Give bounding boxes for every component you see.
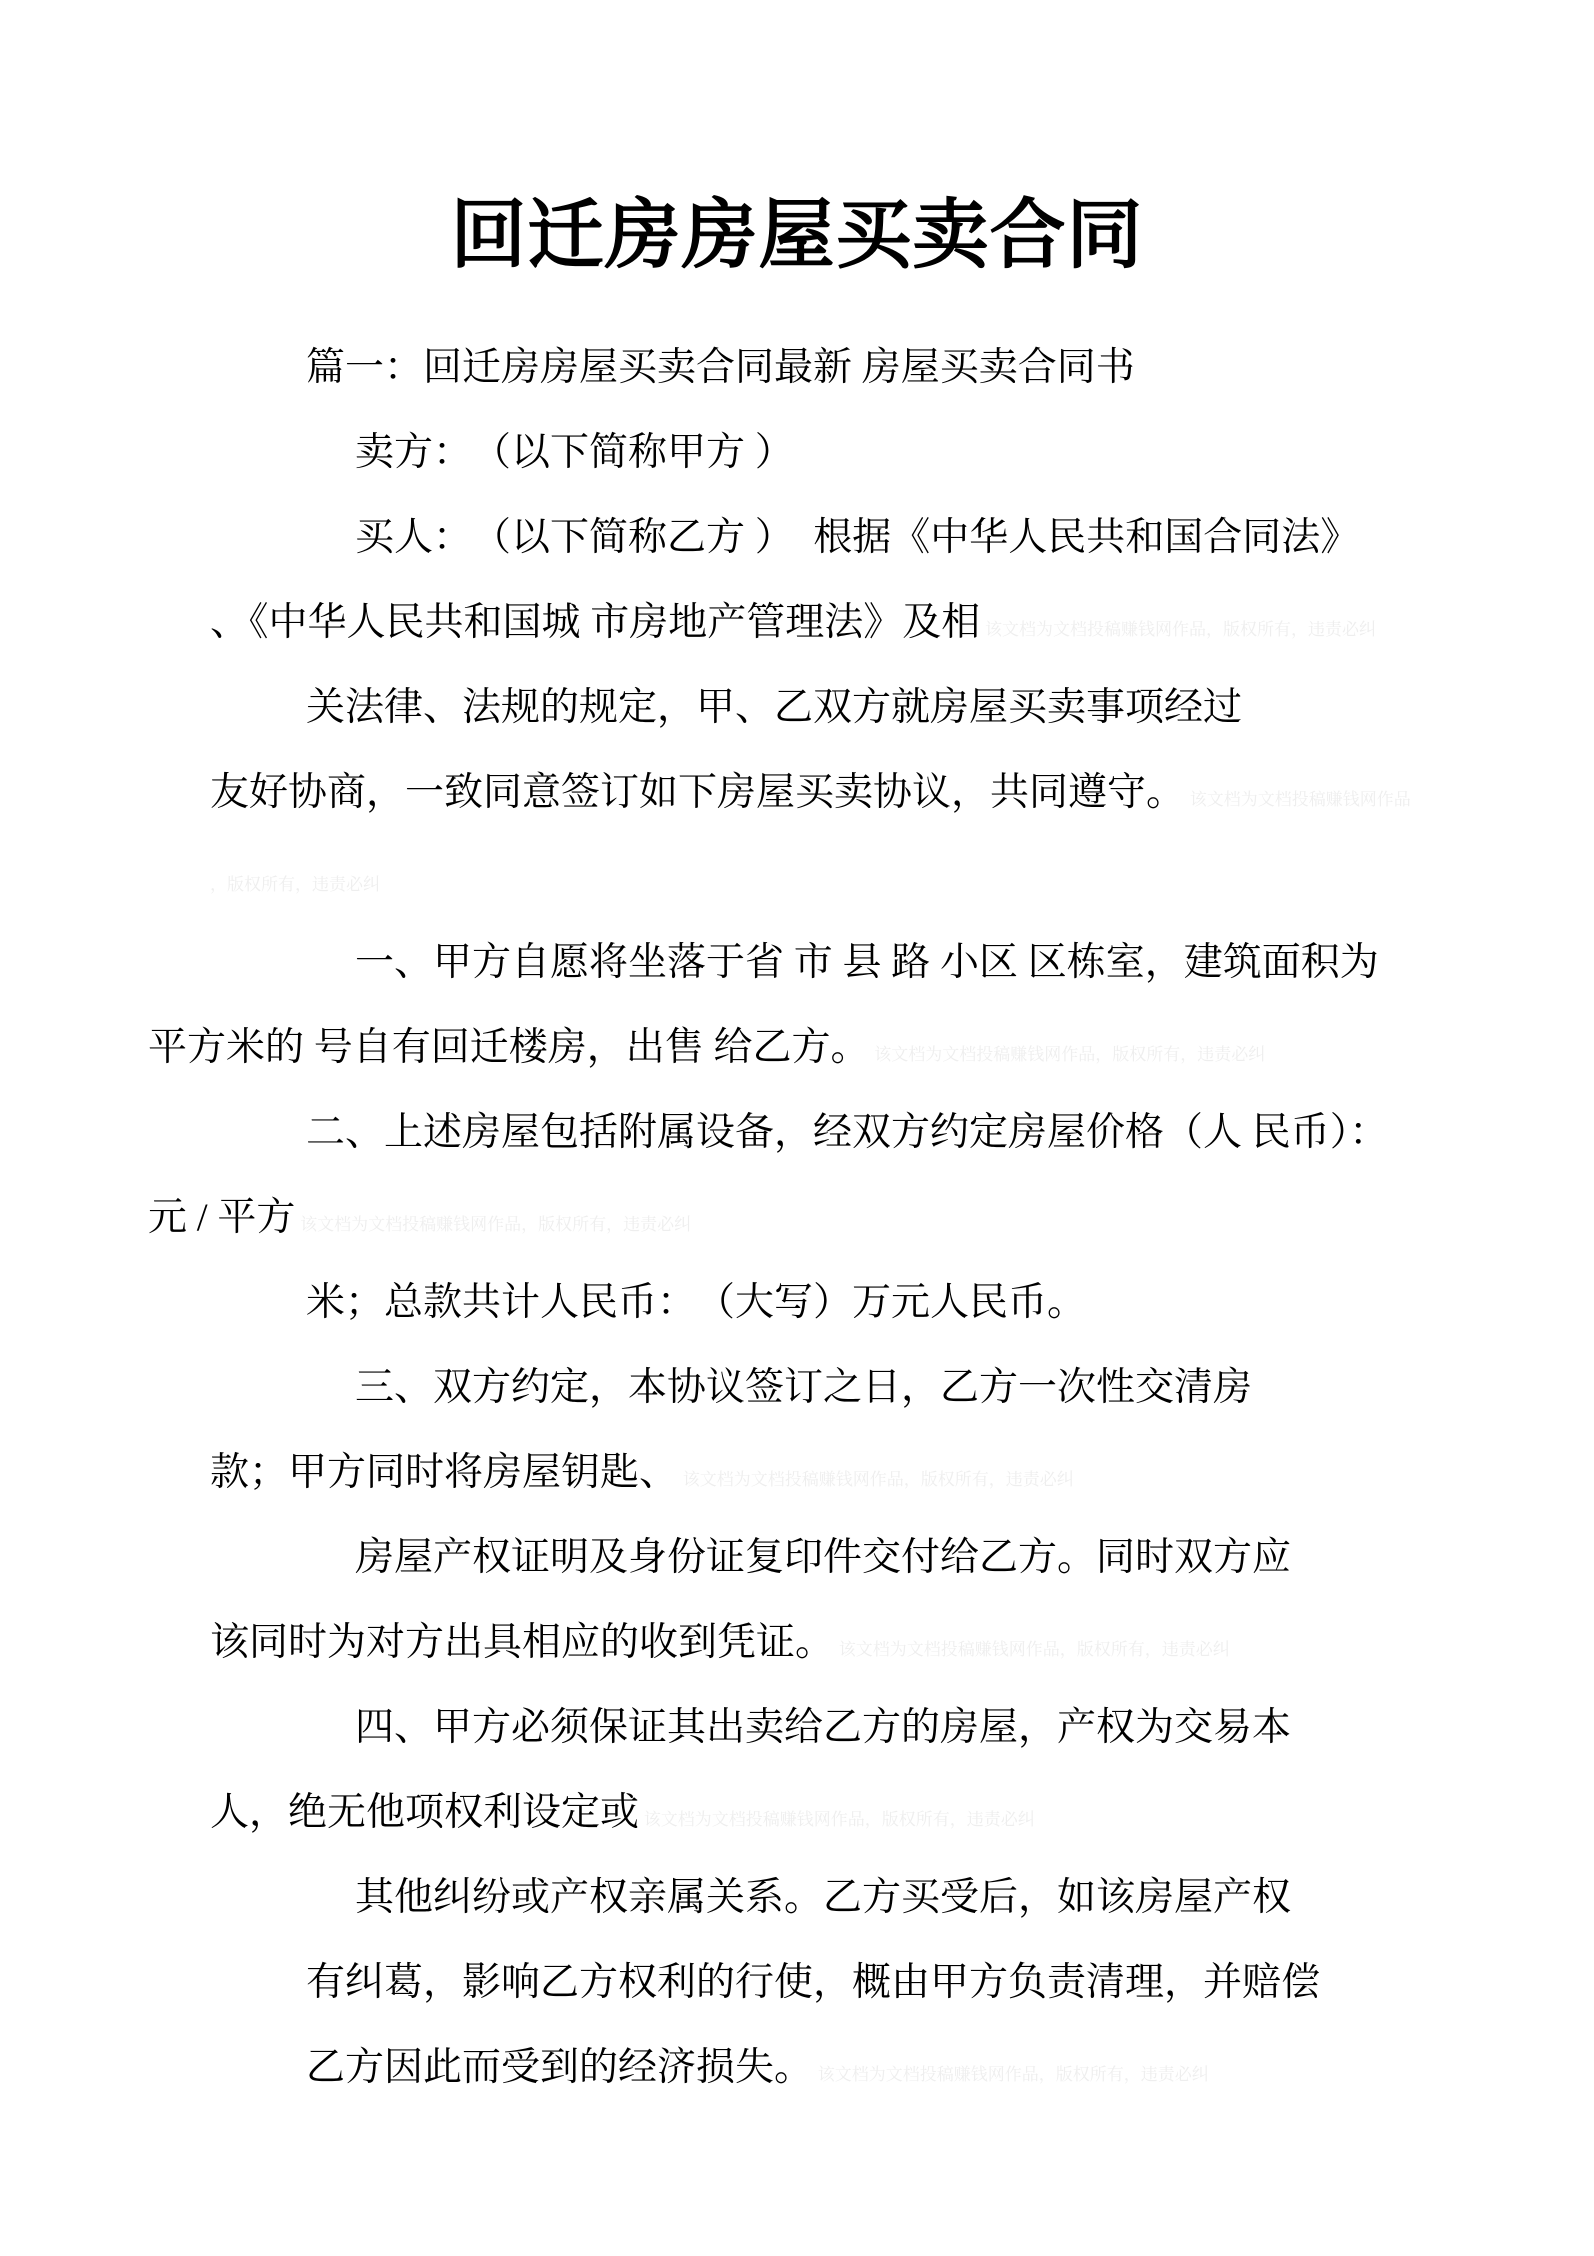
paragraph-line-text: 该同时为对方出具相应的收到凭证。: [210, 1621, 835, 1664]
watermark-text: 该文档为文档投稿赚钱网作品，版权所有，违责必纠: [295, 1215, 692, 1234]
paragraph-line-text: 其他纠纷或产权亲属关系。乙方买受后，如该房屋产权: [355, 1876, 1292, 1919]
paragraph-line: [148, 2025, 1446, 2110]
document-title: 回迁房房屋买卖合同: [450, 193, 1144, 278]
paragraph-line: [148, 835, 1446, 920]
paragraph-line: [148, 1770, 1446, 1855]
paragraph-line: [148, 1260, 1446, 1345]
watermark-text: 该文档为文档投稿赚钱网作品，版权所有，违责必纠: [980, 620, 1376, 639]
watermark-text: 该文档为文档投稿赚钱网作品，版权所有，违责必纠: [813, 2065, 1209, 2084]
paragraph-line: [148, 750, 1446, 835]
paragraph-line: [148, 665, 1446, 750]
paragraph-line-text: 房屋产权证明及身份证复印件交付给乙方。同时双方应: [355, 1536, 1292, 1579]
watermark-text: 该文档为文档投稿赚钱网作品，版权所有，违责必纠: [678, 1470, 1074, 1489]
paragraph-line-text: 买人： （以下简称乙方 ） 根据《中华人民共和国合同法》: [355, 516, 1360, 559]
watermark-text: 该文档为文档投稿赚钱网作品，版权所有，违责必纠: [869, 1045, 1266, 1064]
paragraph-line: [148, 1855, 1446, 1940]
paragraph-line-text: 三、双方约定，本协议签订之日，乙方一次性交清房: [355, 1366, 1253, 1409]
paragraph-line: [148, 1940, 1446, 2025]
watermark-text: 该文档为文档投稿赚钱网作品: [1185, 790, 1411, 809]
paragraph-line: [148, 1600, 1446, 1685]
paragraph-line-text: 二、上述房屋包括附属设备，经双方约定房屋价格（人 民币）：: [306, 1111, 1389, 1154]
paragraph-line-text: 一、甲方自愿将坐落于省 市 县 路 小区 区栋室，建筑面积为: [355, 941, 1379, 984]
paragraph-line: [148, 1090, 1446, 1175]
paragraph-line-text: 四、甲方必须保证其出卖给乙方的房屋，产权为交易本: [355, 1706, 1292, 1749]
paragraph-line-text: 人，绝无他项权利设定或: [210, 1791, 640, 1834]
document-body: [148, 325, 1446, 2110]
paragraph-line: [148, 410, 1446, 495]
paragraph-line: [148, 1005, 1446, 1090]
paragraph-line-text: 米；总款共计人民币： （大写）万元人民币。: [306, 1281, 1087, 1324]
paragraph-line-text: 平方米的 号自有回迁楼房，出售 给乙方。: [148, 1026, 870, 1069]
watermark-text: ，版权所有，违责必纠: [210, 875, 380, 894]
paragraph-line: [148, 325, 1446, 410]
paragraph-line-text: 关法律、法规的规定，甲、乙双方就房屋买卖事项经过: [306, 686, 1243, 729]
paragraph-line-text: 款；甲方同时将房屋钥匙、: [210, 1451, 679, 1494]
paragraph-line: [148, 1430, 1446, 1515]
paragraph-line-text: 、《中华人民共和国城 市房地产管理法》及相: [210, 601, 981, 644]
paragraph-line: [148, 1515, 1446, 1600]
paragraph-line: [148, 1175, 1446, 1260]
paragraph-line-text: 乙方因此而受到的经济损失。: [306, 2046, 814, 2089]
paragraph-line: [148, 1345, 1446, 1430]
paragraph-line-text: 有纠葛，影响乙方权利的行使，概由甲方负责清理，并赔偿: [306, 1961, 1321, 2004]
paragraph-line-text: 篇一：回迁房房屋买卖合同最新 房屋买卖合同书: [306, 346, 1135, 389]
paragraph-line-text: 元 / 平方: [148, 1196, 296, 1239]
paragraph-line: [148, 580, 1446, 665]
paragraph-line: [148, 1685, 1446, 1770]
paragraph-line: [148, 920, 1446, 1005]
paragraph-line-text: 友好协商，一致同意签订如下房屋买卖协议，共同遵守。: [210, 771, 1186, 814]
paragraph-line: [148, 495, 1446, 580]
watermark-text: 该文档为文档投稿赚钱网作品，版权所有，违责必纠: [639, 1810, 1035, 1829]
watermark-text: 该文档为文档投稿赚钱网作品，版权所有，违责必纠: [834, 1640, 1230, 1659]
paragraph-line-text: 卖方： （以下简称甲方 ）: [355, 431, 794, 474]
